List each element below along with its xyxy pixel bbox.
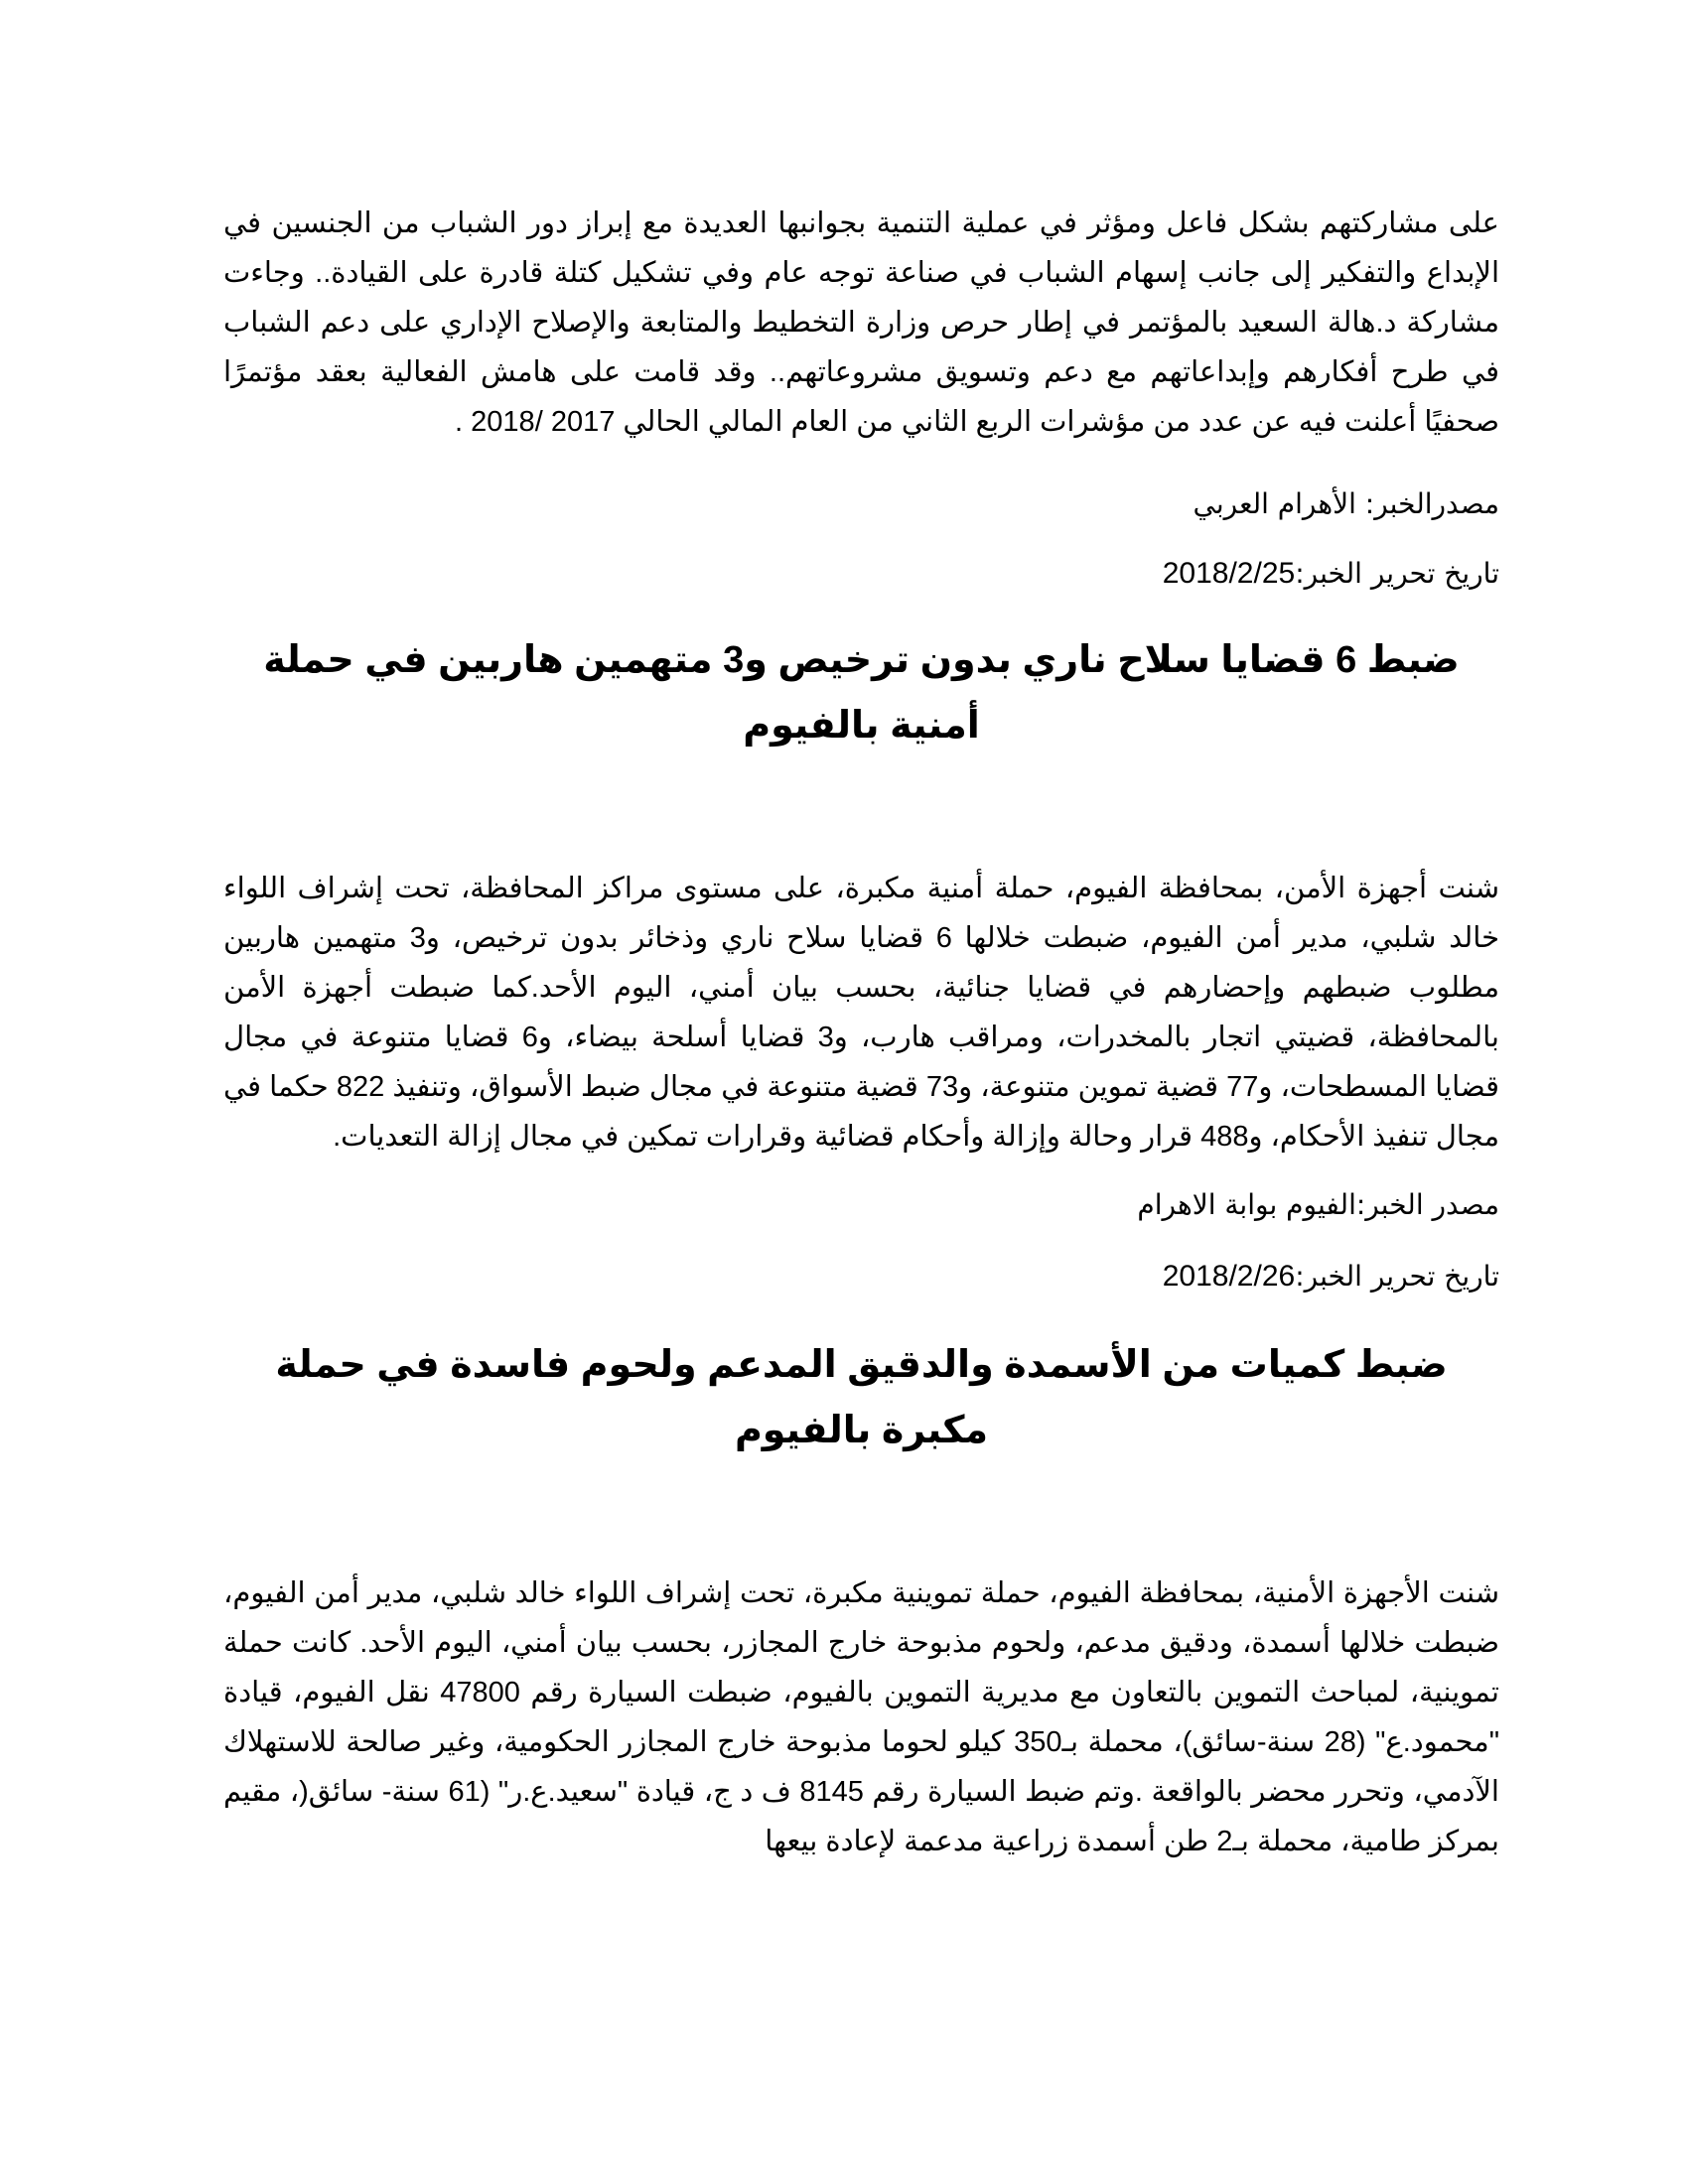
news-date-value: 2018/2/25 bbox=[1162, 557, 1296, 590]
news-source-label: مصدرالخبر: bbox=[1364, 487, 1499, 520]
news-source-label: مصدر الخبر: bbox=[1355, 1188, 1499, 1221]
news-source-value: الأهرام العربي bbox=[1193, 487, 1356, 520]
paragraph-youth-conference: على مشاركتهم بشكل فاعل ومؤثر في عملية التنمية بجوانبها العديدة مع إبراز دور الشباب من الجنسين في الإبداع والتفكير إلى جانب إسهام الشباب في صناعة توجه عام وفي تشكيل كتلة قادرة على القيادة.. وجاءت مشاركة د.هالة السعيد بالمؤتمر في إطار حرص وزارة التخطيط والمتابعة والإصلاح الإداري على دعم الشباب في طرح أفكارهم وإبداعاتهم مع دعم وتسويق مشروعاتهم.. وقد قامت على هامش الفعالية بعقد مؤتمرًا صحفيًا أعلنت فيه عن عدد من مؤشرات الربع الثاني من العام المالي الحالي 2017 /2018 . bbox=[223, 207, 1499, 438]
article-headline-weapons: ضبط 6 قضايا سلاح ناري بدون ترخيص و3 متهمين هاربين في حملة أمنية بالفيوم bbox=[263, 639, 1460, 747]
document-page bbox=[223, 199, 1499, 1866]
news-source-line-1 bbox=[223, 484, 1499, 524]
news-source-value: الفيوم بوابة الاهرام bbox=[1137, 1188, 1356, 1221]
news-source-line-2 bbox=[223, 1185, 1499, 1225]
article-headline-fertilizer: ضبط كميات من الأسمدة والدقيق المدعم ولحوم فاسدة في حملة مكبرة بالفيوم bbox=[275, 1344, 1448, 1451]
news-date-label: تاريخ تحرير الخبر: bbox=[1295, 557, 1499, 590]
news-date-value: 2018/2/26 bbox=[1162, 1260, 1296, 1293]
news-date-label: تاريخ تحرير الخبر: bbox=[1295, 1260, 1499, 1293]
article-body-fertilizer: شنت الأجهزة الأمنية، بمحافظة الفيوم، حملة تموينية مكبرة، تحت إشراف اللواء خالد شلبي، مدير أمن الفيوم، ضبطت خلالها أسمدة، ودقيق مدعم، ولحوم مذبوحة خارج المجازر، بحسب بيان أمني، اليوم الأحد. كانت حملة تموينية، لمباحث التموين بالتعاون مع مديرية التموين بالفيوم، ضبطت السيارة رقم 47800 نقل الفيوم، قيادة "محمود.ع" (28 سنة-سائق)، محملة بـ350 كيلو لحوما مذبوحة خارج المجازر الحكومية، وغير صالحة للاستهلاك الآدمي، وتحرر محضر بالواقعة .وتم ضبط السيارة رقم 8145 ف د ج، قيادة "سعيد.ع.ر" (61 سنة- سائق(، مقيم بمركز طامية، محملة بـ2 طن أسمدة زراعية مدعمة لإعادة بيعها bbox=[223, 1577, 1499, 1857]
news-date-line-2 bbox=[223, 1257, 1499, 1297]
article-body-weapons: شنت أجهزة الأمن، بمحافظة الفيوم، حملة أمنية مكبرة، على مستوى مراكز المحافظة، تحت إشراف اللواء خالد شلبي، مدير أمن الفيوم، ضبطت خلالها 6 قضايا سلاح ناري وذخائر بدون ترخيص، و3 متهمين هاربين مطلوب ضبطهم وإحضارهم في قضايا جنائية، بحسب بيان أمني، اليوم الأحد.كما ضبطت أجهزة الأمن بالمحافظة، قضيتي اتجار بالمخدرات، ومراقب هارب، و3 قضايا أسلحة بيضاء، و6 قضايا متنوعة في مجال قضايا المسطحات، و77 قضية تموين متنوعة، و73 قضية متنوعة في مجال ضبط الأسواق، وتنفيذ 822 حكما في مجال تنفيذ الأحكام، و488 قرار وحالة وإزالة وأحكام قضائية وقرارات تمكين في مجال إزالة التعديات. bbox=[223, 873, 1500, 1153]
news-date-line-1 bbox=[223, 554, 1499, 594]
